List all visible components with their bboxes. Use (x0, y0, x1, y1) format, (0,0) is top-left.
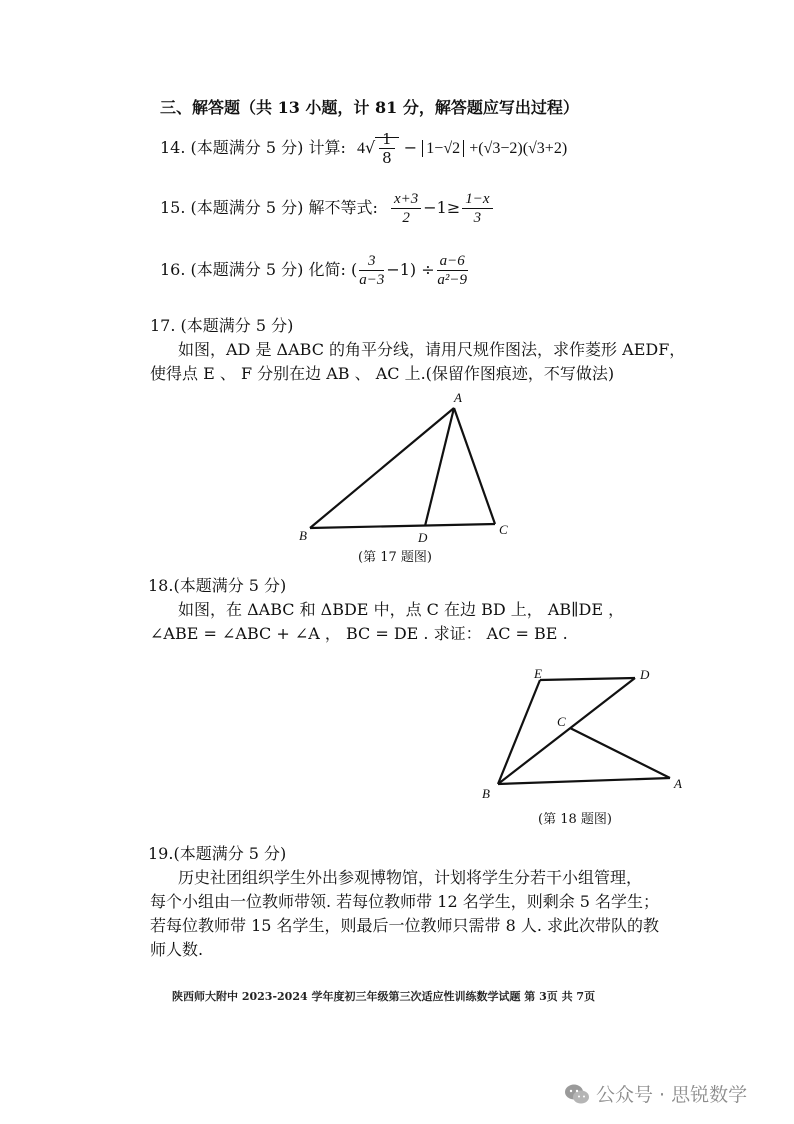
q15-label: 15. (本题满分 5 分) 解不等式: (160, 198, 378, 217)
point-C-label: C (499, 522, 508, 537)
q14-frac-num: 1 (379, 130, 395, 149)
point-C-label: C (557, 714, 566, 729)
segment-AD (425, 408, 454, 526)
point-D-label: D (640, 667, 650, 682)
q19-text-line4: 师人数. (150, 940, 204, 959)
q15-den1: 2 (402, 210, 410, 226)
segment-AC (454, 408, 495, 524)
q19-text-line2: 每个小组由一位教师带领. 若每位教师带 12 名学生，则剩余 5 名学生； (150, 892, 660, 911)
point-A-label: A (674, 776, 682, 791)
q19-text-line1: 历史社团组织学生外出参观博物馆，计划将学生分若干小组管理， (178, 868, 643, 887)
wechat-icon (564, 1083, 590, 1105)
point-A-label: A (454, 390, 462, 405)
q18-figure (470, 660, 695, 805)
q17-label: 17. (本题满分 5 分) (150, 316, 294, 335)
watermark-text: 公众号 · 思锐数学 (596, 1084, 748, 1106)
segment-BC (310, 524, 495, 528)
q16-num1: 3 (359, 252, 384, 271)
q17-text-line2: 使得点 E 、 F 分别在边 AB 、 AC 上.(保留作图痕迹，不写做法) (150, 364, 615, 383)
q15-num2: 1−x (462, 190, 492, 209)
q18-label: 18.(本题满分 5 分) (148, 576, 287, 595)
segment-AB (310, 408, 454, 528)
question-15 (160, 190, 495, 227)
q17-figure (290, 388, 520, 546)
q16-num2: a−6 (437, 252, 468, 271)
q14-coefficient: 4 (356, 140, 365, 157)
q15-num1: x+3 (391, 190, 421, 209)
point-B-label: B (482, 786, 490, 801)
point-D-label: D (418, 530, 428, 545)
q14-abs-value: 1−√2 (422, 140, 464, 157)
q16-open: ( (350, 260, 358, 279)
question-16 (160, 252, 470, 289)
q18-text-line1: 如图，在 ΔABC 和 ΔBDE 中，点 C 在边 BD 上， AB∥DE ， (178, 600, 625, 619)
q16-mid: −1) ÷ (386, 260, 435, 279)
section-heading: 三、解答题（共 13 小题，计 81 分，解答题应写出过程） (160, 98, 579, 117)
q14-product: +(√3−2)(√3+2) (469, 140, 568, 157)
q17-text-line1: 如图，AD 是 ΔABC 的角平分线，请用尺规作图法，求作菱形 AEDF， (178, 340, 686, 359)
q14-frac-den: 8 (382, 149, 392, 167)
q19-text-line3: 若每位教师带 15 名学生，则最后一位教师只需带 8 人. 求此次带队的教 (150, 916, 660, 935)
q16-den1: a−3 (359, 272, 385, 288)
q14-label: 14. (本题满分 5 分) 计算: (160, 138, 346, 157)
q16-label: 16. (本题满分 5 分) 化简: (160, 260, 346, 279)
q15-den2: 3 (473, 210, 482, 226)
q19-label: 19.(本题满分 5 分) (148, 844, 287, 863)
q18-caption: (第 18 题图) (538, 812, 612, 827)
q18-text-line2: ∠ABE = ∠ABC + ∠A ， BC = DE . 求证： AC = BE . (150, 624, 568, 643)
page-footer: 陕西师大附中 2023-2024 学年度初三年级第三次适应性训练数学试题 第 3页 共 7页 (172, 990, 596, 1003)
q14-minus: − (403, 138, 418, 157)
q17-caption: (第 17 题图) (358, 550, 432, 565)
point-B-label: B (299, 528, 307, 543)
q14-sqrt-sign: √ (364, 138, 376, 157)
segment-CA (570, 728, 670, 778)
segment-ED (540, 678, 635, 680)
q15-middle: −1≥ (423, 198, 461, 217)
question-14 (160, 130, 567, 167)
segment-BA (498, 778, 670, 784)
q16-den2: a²−9 (437, 272, 468, 288)
point-E-label: E (534, 666, 542, 681)
watermark (564, 1080, 747, 1107)
